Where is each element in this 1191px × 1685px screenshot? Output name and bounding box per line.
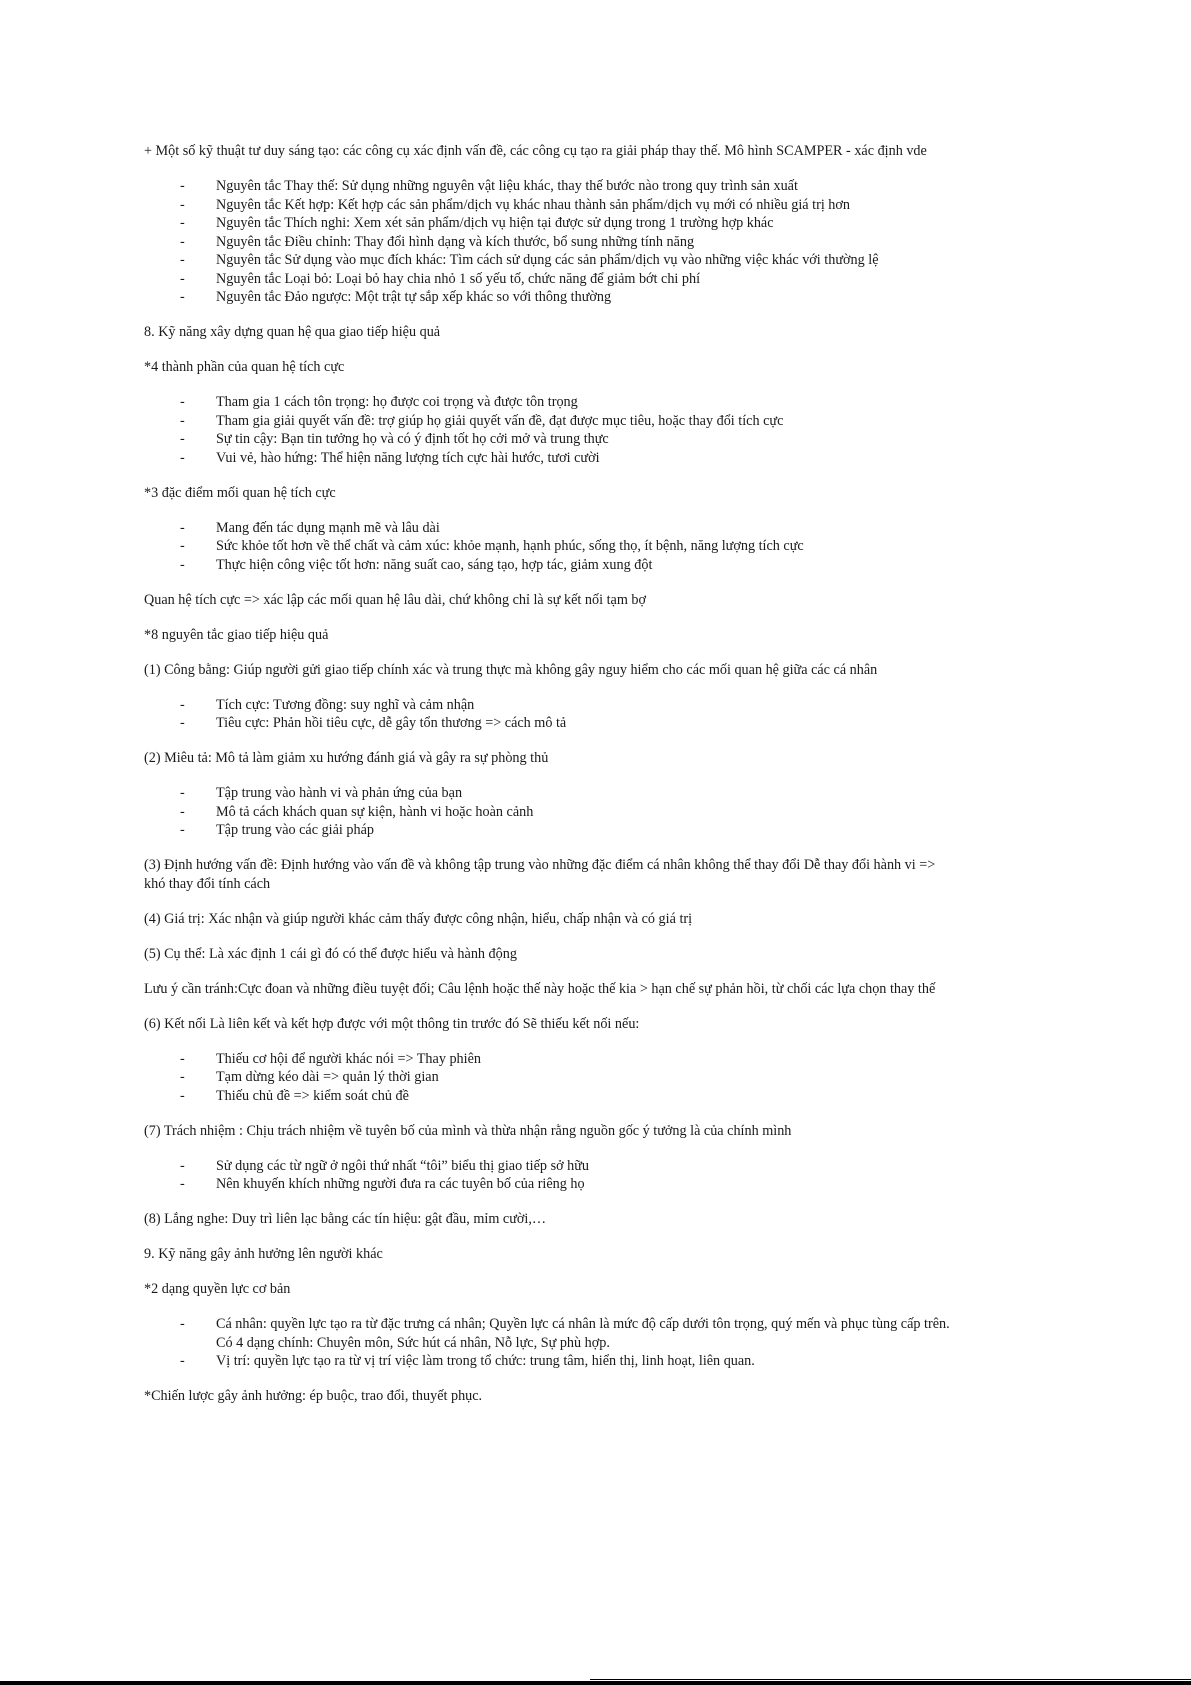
paragraph: (4) Giá trị: Xác nhận và giúp người khác cảm thấy được công nhận, hiểu, chấp nhận và có giá trị	[144, 910, 693, 927]
dash-list	[144, 784, 956, 840]
list-item: - Nguyên tắc Loại bỏ: Loại bỏ hay chia nhỏ 1 số yếu tố, chức năng để giảm bớt chi phí	[144, 270, 956, 289]
paragraph: Lưu ý cần tránh:Cực đoan và những điều tuyệt đối; Câu lệnh hoặc thế này hoặc thế kia > hạn chế sự phản hồi, từ chối các lựa chọn thay thế	[144, 980, 936, 997]
list-item: - Nguyên tắc Thay thế: Sử dụng những nguyên vật liệu khác, thay thế bước nào trong quy trình sản xuất	[144, 177, 956, 196]
paragraph: (7) Trách nhiệm : Chịu trách nhiệm về tuyên bố của mình và thừa nhận rằng nguồn gốc ý tưởng là của chính mình	[144, 1122, 792, 1139]
list-item: - Nguyên tắc Sử dụng vào mục đích khác: Tìm cách sử dụng các sản phẩm/dịch vụ vào những việc khác với thường lệ	[144, 251, 956, 270]
list-item: - Thiếu chủ đề => kiểm soát chủ đề	[144, 1087, 956, 1106]
list-item: - Cá nhân: quyền lực tạo ra từ đặc trưng cá nhân; Quyền lực cá nhân là mức độ cấp dưới tôn trọng, quý mến và phục tùng cấp trên. Có 4 dạng chính: Chuyên môn, Sức hút cá nhân, Nỗ lực, Sự phù hợp.	[144, 1315, 956, 1352]
list-item: - Nguyên tắc Điều chỉnh: Thay đổi hình dạng và kích thước, bổ sung những tính năng	[144, 233, 956, 252]
bottom-border-line	[0, 1681, 1191, 1685]
list-item: - Nguyên tắc Đảo ngược: Một trật tự sắp xếp khác so với thông thường	[144, 288, 956, 307]
list-item: - Thực hiện công việc tốt hơn: năng suất cao, sáng tạo, hợp tác, giảm xung đột	[144, 556, 956, 575]
list-item: - Vui vẻ, hào hứng: Thể hiện năng lượng tích cực hài hước, tươi cười	[144, 449, 956, 468]
list-item: - Mang đến tác dụng mạnh mẽ và lâu dài	[144, 519, 956, 538]
paragraph: (1) Công bằng: Giúp người gửi giao tiếp chính xác và trung thực mà không gây nguy hiểm cho các mối quan hệ giữa các cá nhân	[144, 661, 878, 678]
list-item: - Tham gia giải quyết vấn đề: trợ giúp họ giải quyết vấn đề, đạt được mục tiêu, hoặc thay đổi tích cực	[144, 412, 956, 431]
document-body	[144, 142, 956, 1422]
dash-list	[144, 1157, 956, 1194]
paragraph: (8) Lắng nghe: Duy trì liên lạc bằng các tín hiệu: gật đầu, mỉm cười,…	[144, 1211, 547, 1227]
paragraph: *Chiến lược gây ảnh hưởng: ép buộc, trao đổi, thuyết phục.	[144, 1388, 483, 1404]
paragraph: (5) Cụ thể: Là xác định 1 cái gì đó có thể được hiểu và hành động	[144, 945, 517, 962]
paragraph: (6) Kết nối Là liên kết và kết hợp được với một thông tin trước đó Sẽ thiếu kết nối nếu:	[144, 1015, 640, 1032]
paragraph: Quan hệ tích cực => xác lập các mối quan hệ lâu dài, chứ không chỉ là sự kết nối tạm bợ	[144, 591, 646, 608]
list-item: - Tham gia 1 cách tôn trọng: họ được coi trọng và được tôn trọng	[144, 393, 956, 412]
list-item: - Sử dụng các từ ngữ ở ngôi thứ nhất “tôi” biểu thị giao tiếp sở hữu	[144, 1157, 956, 1176]
list-item: - Nguyên tắc Thích nghi: Xem xét sản phẩm/dịch vụ hiện tại được sử dụng trong 1 trường hợp khác	[144, 214, 956, 233]
list-item: - Tích cực: Tương đồng: suy nghĩ và cảm nhận	[144, 696, 956, 715]
dash-list	[144, 696, 956, 733]
dash-list	[144, 177, 956, 307]
paragraph: 9. Kỹ năng gây ảnh hưởng lên người khác	[144, 1246, 383, 1262]
list-item: - Tạm dừng kéo dài => quản lý thời gian	[144, 1068, 956, 1087]
paragraph: (2) Miêu tả: Mô tả làm giảm xu hướng đánh giá và gây ra sự phòng thủ	[144, 750, 549, 766]
list-item: - Sức khỏe tốt hơn về thể chất và cảm xúc: khỏe mạnh, hạnh phúc, sống thọ, ít bệnh, năng lượng tích cực	[144, 537, 956, 556]
paragraph: (3) Định hướng vấn đề: Định hướng vào vấn đề và không tập trung vào những đặc điểm cá nhân không thể thay đổi Dễ thay đổi hành vi => khó thay đổi tính cách	[144, 857, 936, 892]
list-item: - Nên khuyến khích những người đưa ra các tuyên bố của riêng họ	[144, 1175, 956, 1194]
paragraph: + Một số kỹ thuật tư duy sáng tạo: các công cụ xác định vấn đề, các công cụ tạo ra giải pháp thay thế. Mô hình SCAMPER - xác định vde	[144, 143, 927, 159]
list-item: - Vị trí: quyền lực tạo ra từ vị trí việc làm trong tổ chức: trung tâm, hiển thị, linh hoạt, liên quan.	[144, 1352, 956, 1371]
paragraph: 8. Kỹ năng xây dựng quan hệ qua giao tiếp hiệu quả	[144, 324, 441, 340]
list-item: - Thiếu cơ hội để người khác nói => Thay phiên	[144, 1050, 956, 1069]
list-item: - Sự tin cậy: Bạn tin tưởng họ và có ý định tốt họ cởi mở và trung thực	[144, 430, 956, 449]
paragraph: *8 nguyên tắc giao tiếp hiệu quả	[144, 626, 329, 643]
list-item: - Mô tả cách khách quan sự kiện, hành vi hoặc hoàn cảnh	[144, 803, 956, 822]
dash-list	[144, 519, 956, 575]
paragraph: *3 đặc điểm mối quan hệ tích cực	[144, 484, 336, 501]
paragraph: *4 thành phần của quan hệ tích cực	[144, 359, 345, 375]
bottom-border-line-right	[590, 1679, 1191, 1680]
paragraph: *2 dạng quyền lực cơ bản	[144, 1281, 291, 1297]
dash-list	[144, 1315, 956, 1371]
list-item: - Nguyên tắc Kết hợp: Kết hợp các sản phẩm/dịch vụ khác nhau thành sản phẩm/dịch vụ mới có nhiều giá trị hơn	[144, 196, 956, 215]
dash-list	[144, 393, 956, 467]
list-item: - Tập trung vào hành vi và phản ứng của bạn	[144, 784, 956, 803]
list-item: - Tiêu cực: Phản hồi tiêu cực, dễ gây tổn thương => cách mô tả	[144, 714, 956, 733]
list-item: - Tập trung vào các giải pháp	[144, 821, 956, 840]
dash-list	[144, 1050, 956, 1106]
